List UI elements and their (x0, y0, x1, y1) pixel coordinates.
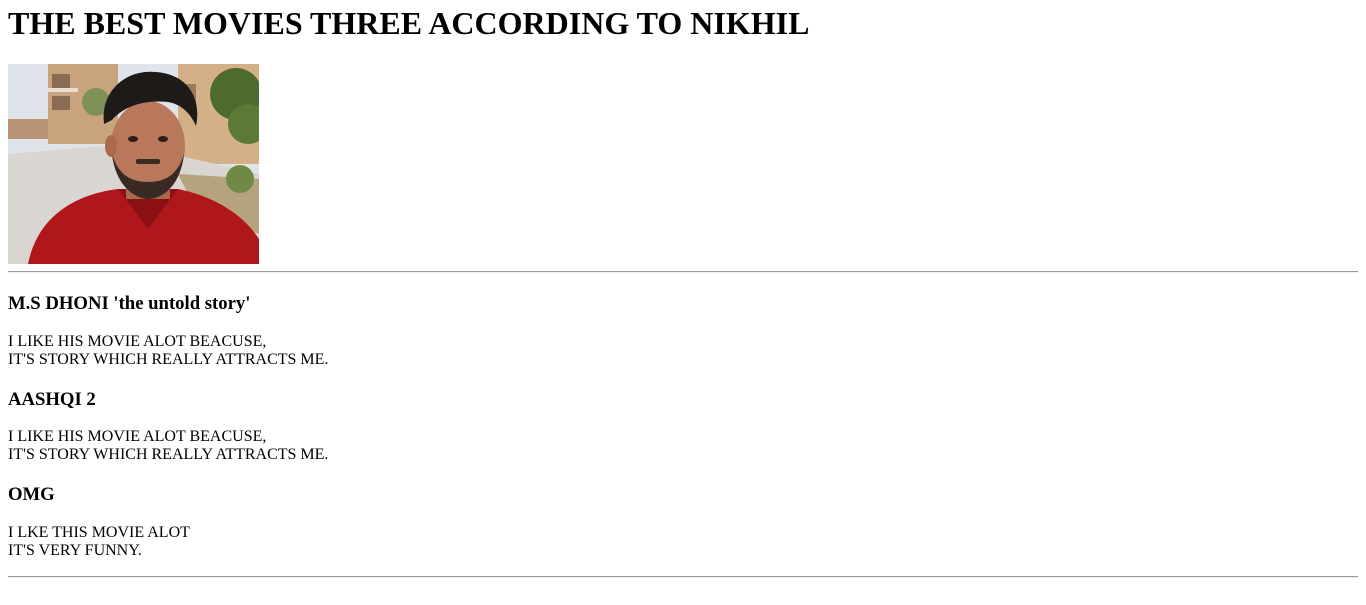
movie-description-msdhoni (8, 333, 328, 369)
movie-title-omg: OMG (8, 484, 55, 505)
bottom-divider (8, 576, 1358, 578)
movie-description-line: I LIKE HIS MOVIE ALOT BEACUSE, (8, 333, 267, 350)
movie-title-msdhoni: M.S DHONI 'the untold story' (8, 293, 251, 314)
profile-photo (8, 64, 259, 264)
top-divider (8, 271, 1358, 273)
page-title: THE BEST MOVIES THREE ACCORDING TO NIKHIL (8, 5, 810, 41)
movie-description-omg (8, 524, 190, 560)
movie-description-aashqi (8, 428, 328, 464)
movie-description-line: IT'S STORY WHICH REALLY ATTRACTS ME. (8, 446, 329, 463)
movie-description-line: IT'S VERY FUNNY. (8, 542, 142, 559)
movie-title-aashqi: AASHQI 2 (8, 389, 96, 410)
movie-description-line: IT'S STORY WHICH REALLY ATTRACTS ME. (8, 351, 329, 368)
movie-description-line: I LIKE HIS MOVIE ALOT BEACUSE, (8, 428, 267, 445)
movie-description-line: I LKE THIS MOVIE ALOT (8, 524, 190, 541)
